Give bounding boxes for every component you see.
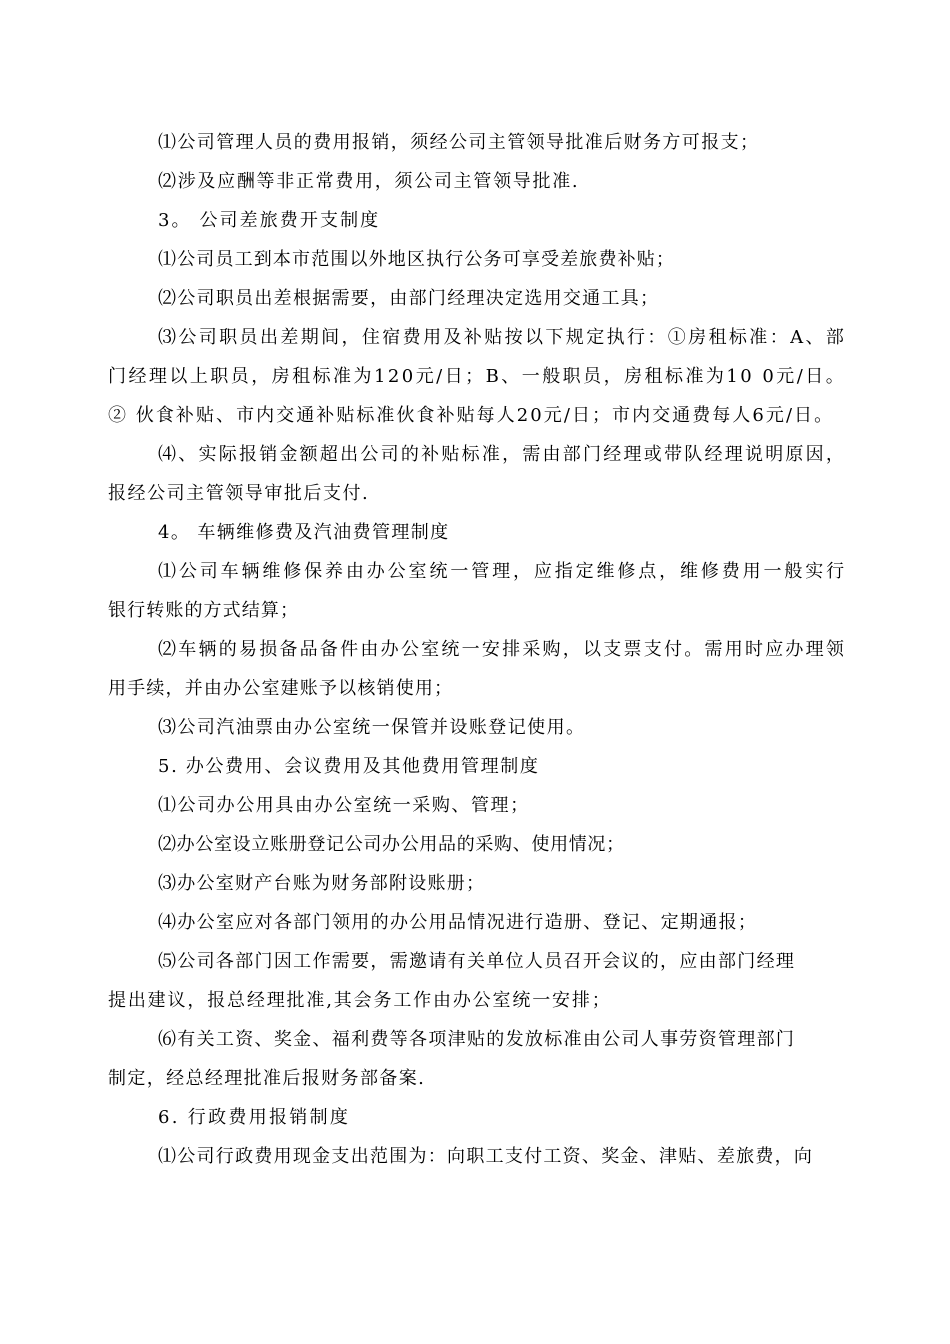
paragraph-line: ⑷、实际报销金额超出公司的补贴标准，需由部门经理或带队经理说明原因， xyxy=(158,444,847,465)
paragraph-line: ⑴公司管理人员的费用报销，须经公司主管领导批准后财务方可报支； xyxy=(158,132,760,153)
paragraph-line: ⑴公司员工到本市范围以外地区执行公务可享受差旅费补贴； xyxy=(158,249,676,270)
paragraph-line: 报经公司主管领导审批后支付. xyxy=(108,483,370,504)
paragraph-line: 门经理以上职员，房租标准为120元/日；B、一般职员，房租标准为10 0元/日。 xyxy=(108,366,847,387)
paragraph-line: ⑶公司汽油票由办公室统一保管并设账登记使用。 xyxy=(158,717,586,738)
section-heading: 6. 行政费用报销制度 xyxy=(158,1107,351,1128)
paragraph-line: ⑵车辆的易损备品备件由办公室统一安排采购，以支票支付。需用时应办理领 xyxy=(158,639,847,660)
paragraph-line: ⑷办公室应对各部门领用的办公用品情况进行造册、登记、定期通报； xyxy=(158,912,758,933)
paragraph-line: ⑹有关工资、奖金、福利费等各项津贴的发放标准由公司人事劳资管理部门 xyxy=(158,1029,796,1050)
paragraph-line: ⑴公司行政费用现金支出范围为：向职工支付工资、奖金、津贴、差旅费，向 xyxy=(158,1146,814,1167)
paragraph-line: ⑵办公室设立账册登记公司办公用品的采购、使用情况； xyxy=(158,834,625,855)
paragraph-line: ⑴公司车辆维修保养由办公室统一管理，应指定维修点，维修费用一般实行 xyxy=(158,561,848,582)
paragraph-line: 银行转账的方式结算； xyxy=(108,600,300,621)
paragraph-line: 提出建议，报总经理批准,其会务工作由办公室统一安排； xyxy=(108,990,612,1011)
section-heading: 3。 公司差旅费开支制度 xyxy=(158,210,381,231)
paragraph-line: ⑶办公室财产台账为财务部附设账册； xyxy=(158,873,486,894)
paragraph-line: ⑶公司职员出差期间，住宿费用及补贴按以下规定执行：①房租标准：A、部 xyxy=(158,327,847,348)
paragraph-line: ⑵涉及应酬等非正常费用，须公司主管领导批准. xyxy=(158,171,580,192)
paragraph-line: 用手续，并由办公室建账予以核销使用； xyxy=(108,678,454,699)
paragraph-line: ⑴公司办公用具由办公室统一采购、管理； xyxy=(158,795,530,816)
paragraph-line: ② 伙食补贴、市内交通补贴标准伙食补贴每人20元/日；市内交通费每人6元/日。 xyxy=(108,405,835,426)
paragraph-line: 制定，经总经理批准后报财务部备案. xyxy=(108,1068,426,1089)
section-heading: 5. 办公费用、会议费用及其他费用管理制度 xyxy=(158,756,540,777)
paragraph-line: ⑵公司职员出差根据需要，由部门经理决定选用交通工具； xyxy=(158,288,660,309)
section-heading: 4。 车辆维修费及汽油费管理制度 xyxy=(158,522,450,543)
paragraph-line: ⑸公司各部门因工作需要，需邀请有关单位人员召开会议的，应由部门经理 xyxy=(158,951,796,972)
